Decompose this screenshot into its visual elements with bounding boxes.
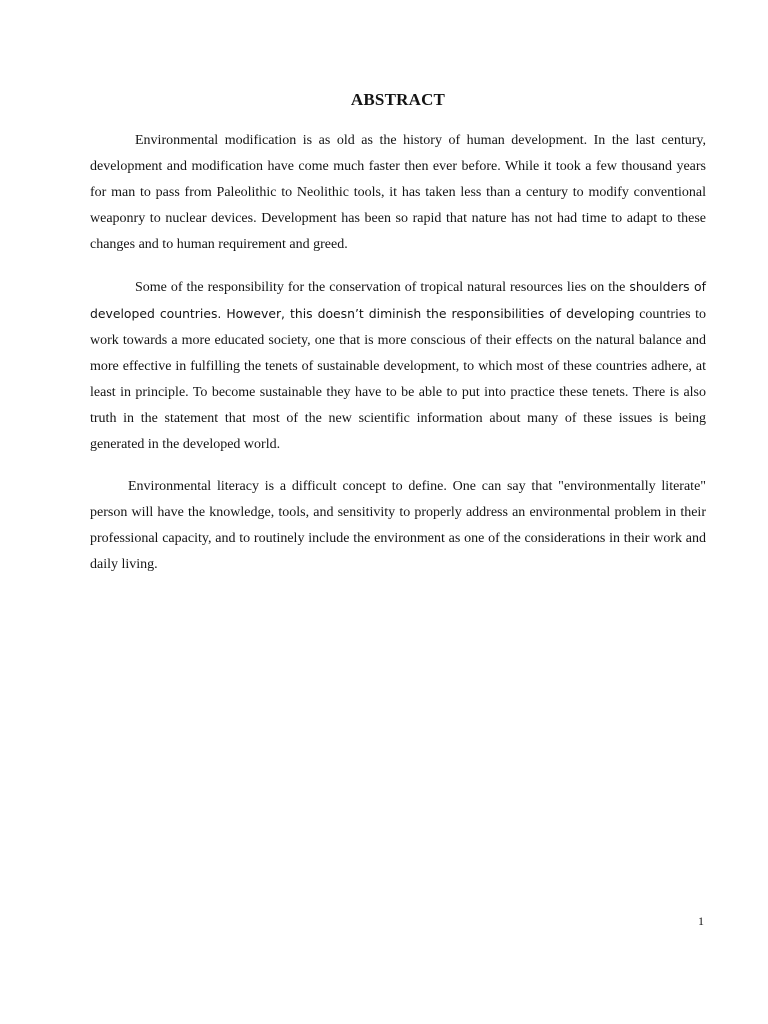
abstract-paragraph-1: Environmental modification is as old as the history of human development. In the last century, development and modification have come much faster then ever before. While it took a few thousand years for man to pass from Paleolithic to Neolithic tools, it has taken less than a century to modify conventional weaponry to nuclear devices. Development has been so rapid that nature has not had time to adapt to these changes and to human requirement and greed.: [90, 133, 706, 252]
paragraph-2-text-start: Some of the responsibility for the conservation of tropical natural resources lies on the: [135, 280, 630, 295]
abstract-paragraph-2: [90, 274, 706, 458]
page-title: ABSTRACT: [350, 90, 446, 109]
paragraph-2-alt-font-text: shoulders of developed countries. However, this doesn’t diminish the responsibilities of developing: [90, 279, 706, 321]
page-number: 1: [698, 914, 704, 928]
paragraph-2-text-end: countries to work towards a more educated society, one that is more conscious of their effects on the natural balance and more effective in fulfilling the tenets of sustainable development, to which most of these countries adhere, at least in principle. To become sustainable they have to be able to put into practice these tenets. There is also truth in the statement that most of the new scientific information about many of these issues is being generated in the developed world.: [90, 307, 706, 452]
abstract-paragraph-3: Environmental literacy is a difficult concept to define. One can say that "environmentally literate" person will have the knowledge, tools, and sensitivity to properly address an environmental problem in their professional capacity, and to routinely include the environment as one of the considerations in their work and daily living.: [90, 479, 706, 572]
